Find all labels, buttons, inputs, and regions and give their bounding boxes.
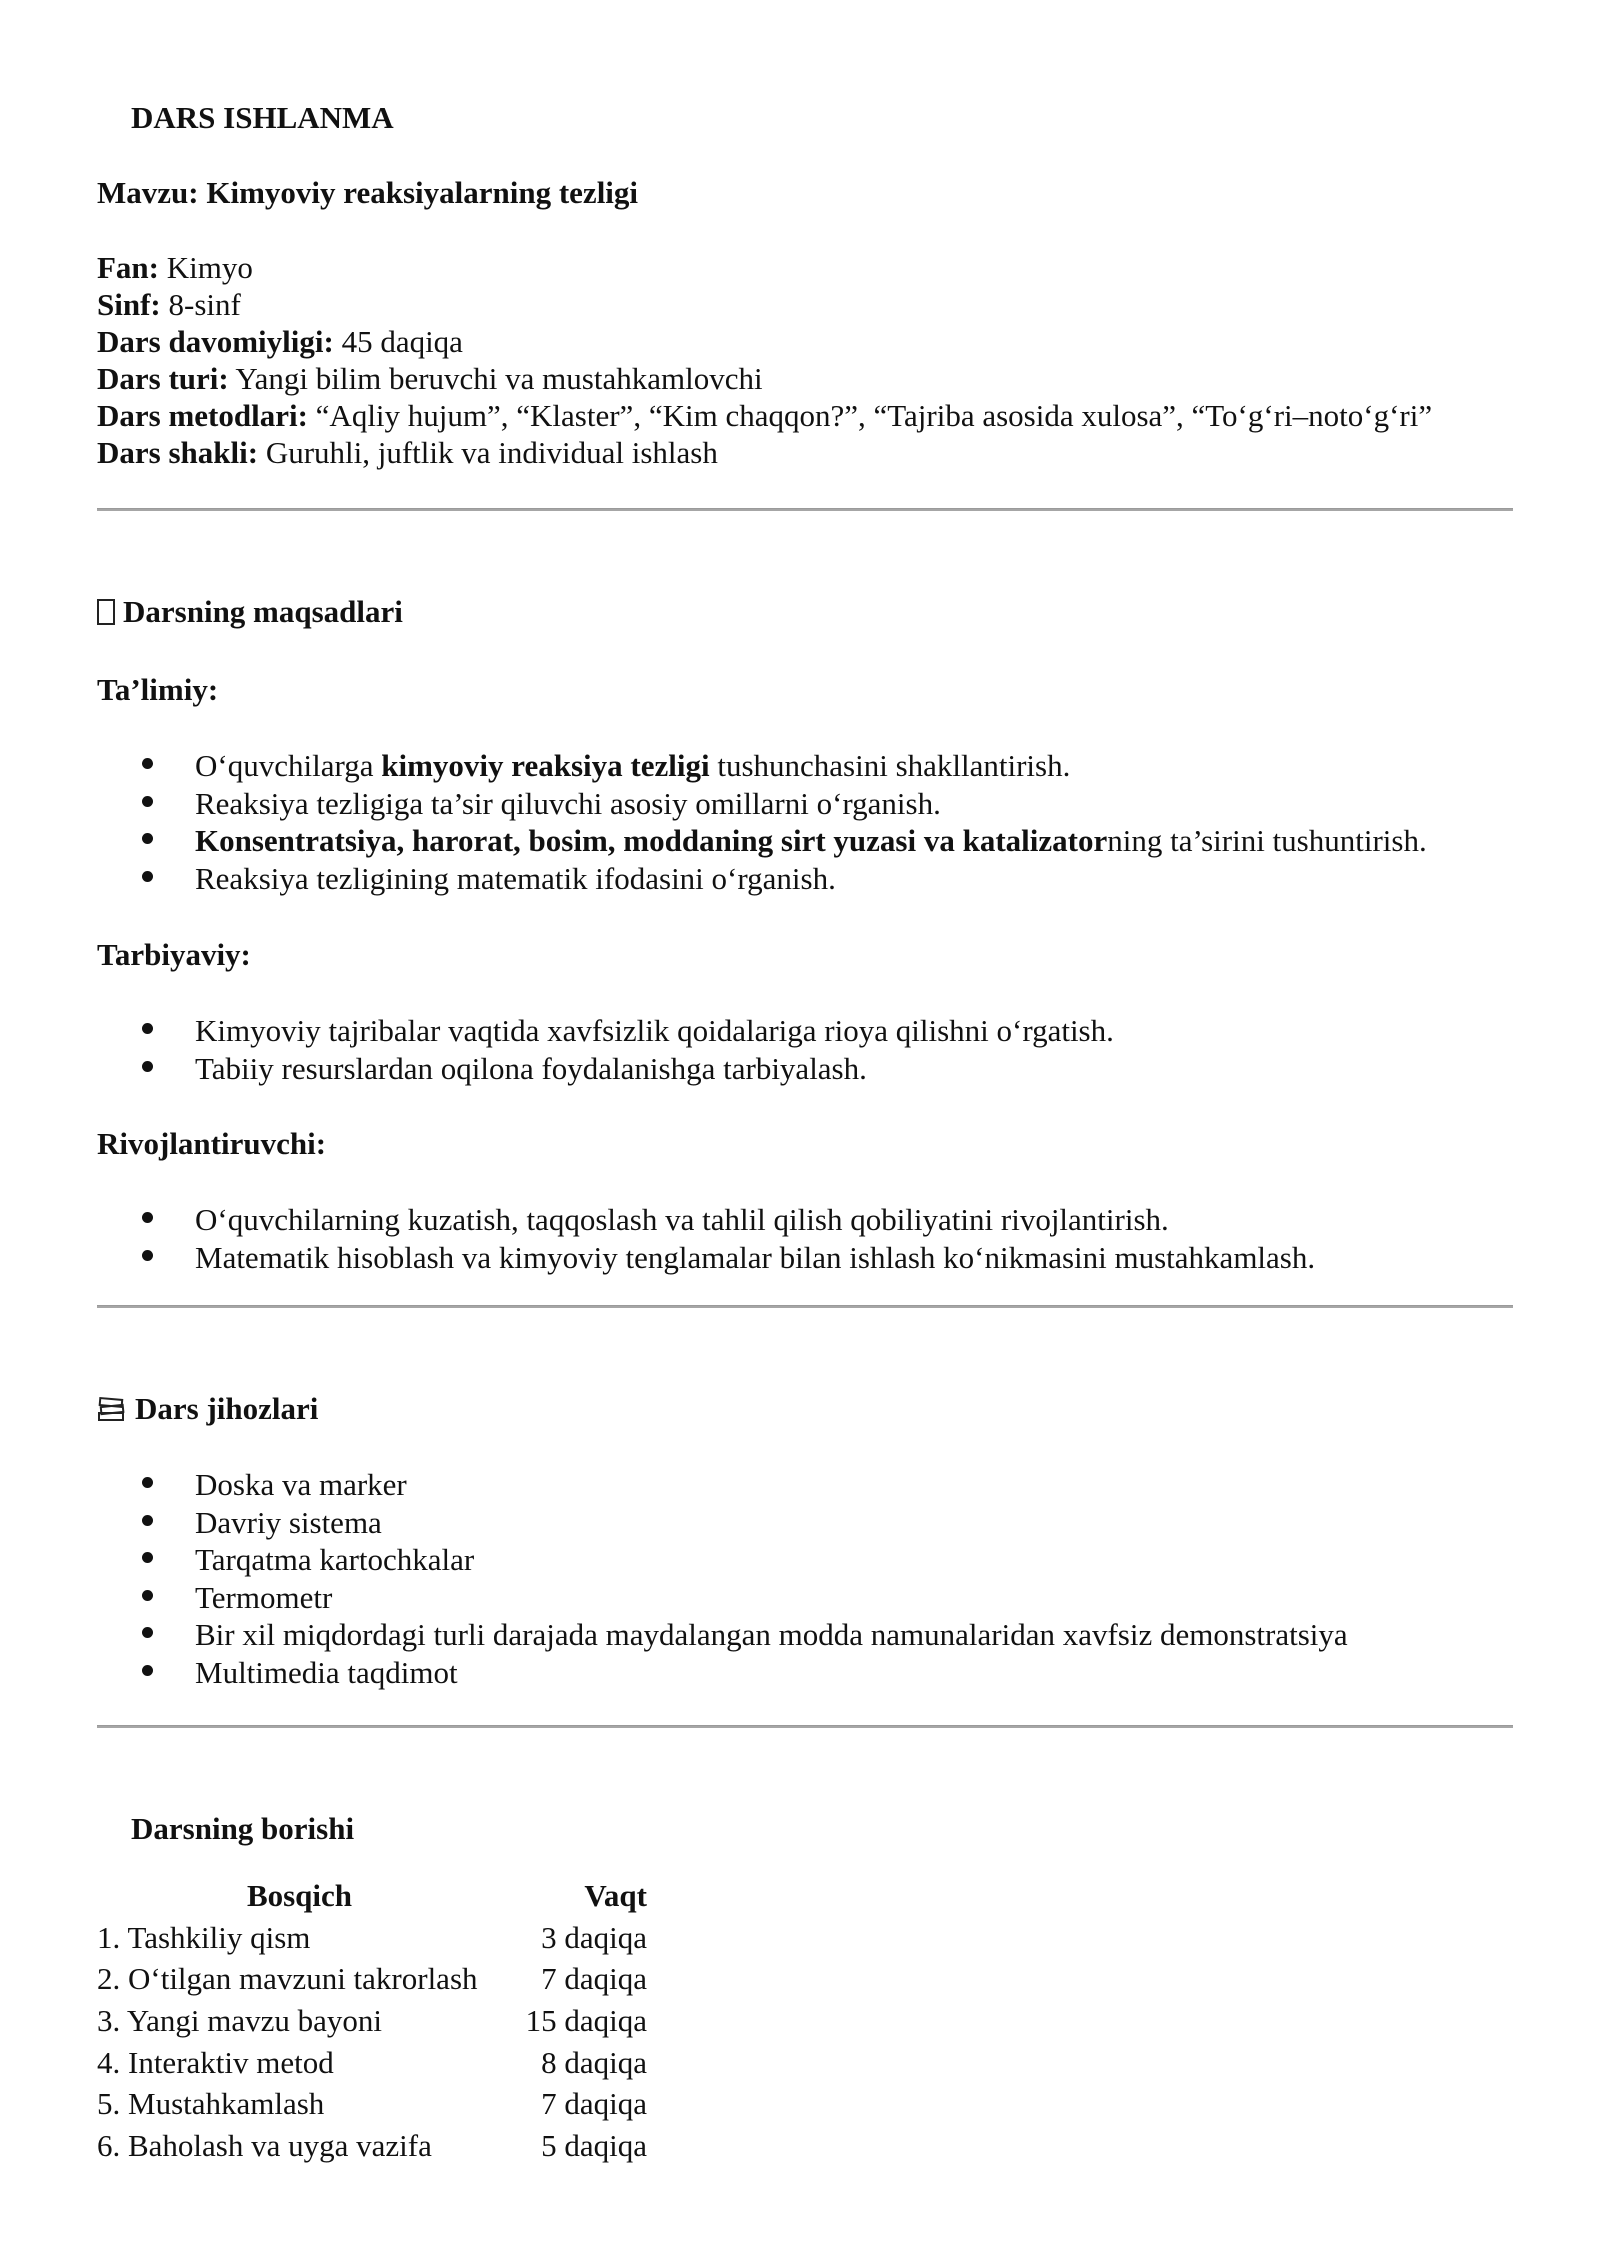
table-row <box>97 2088 647 2130</box>
column-header-stage: Bosqich <box>246 1878 353 1913</box>
item-text: Tarqatma kartochkalar <box>195 1542 475 1577</box>
meta-form <box>97 437 718 468</box>
topic-label: Mavzu: <box>97 175 199 210</box>
item-bold-text: kimyoviy reaksiya tezligi <box>381 748 710 783</box>
bullet-dot <box>142 833 153 844</box>
table-row <box>97 2047 647 2089</box>
item-text: Reaksiya tezligiga ta’sir qiluvchi asosiy omillarni o‘rganish. <box>195 785 941 821</box>
item-text: Tabiiy resurslardan oqilona foydalanishga tarbiyalash. <box>195 1050 867 1086</box>
table-row <box>97 2130 647 2172</box>
table-row <box>97 1963 647 2005</box>
stage-cell: 6. Baholash va uyga vazifa <box>97 2128 432 2164</box>
meta-label: Dars metodlari: <box>97 398 308 433</box>
missing-glyph-box-icon <box>97 599 115 625</box>
bullet-dot <box>142 1627 153 1638</box>
meta-value: Yangi bilim beruvchi va mustahkamlovchi <box>235 361 763 396</box>
horizontal-divider <box>97 1305 1513 1308</box>
talimiy-heading: Ta’limiy: <box>97 672 219 707</box>
meta-label: Fan: <box>97 250 159 285</box>
bullet-dot <box>142 1061 153 1072</box>
books-icon <box>97 1395 127 1428</box>
time-cell: 8 daqiqa <box>541 2044 647 2080</box>
meta-label: Dars shakli: <box>97 435 259 470</box>
rivojlantiruvchi-heading: Rivojlantiruvchi: <box>97 1126 327 1161</box>
table-row <box>97 2005 647 2047</box>
horizontal-divider <box>97 1725 1513 1728</box>
topic-value: Kimyoviy reaksiyalarning tezligi <box>206 175 639 210</box>
bullet-dot <box>142 758 153 769</box>
bullet-dot <box>142 1212 153 1223</box>
item-text: ning ta’sirini tushuntirish. <box>1107 823 1427 858</box>
time-cell: 7 daqiqa <box>541 2086 647 2122</box>
document-title: DARS ISHLANMA <box>131 100 394 135</box>
bullet-dot <box>142 1515 153 1526</box>
stage-cell: 1. Tashkiliy qism <box>97 1919 311 1955</box>
item-text: Reaksiya tezligining matematik ifodasini o‘rganish. <box>195 860 836 896</box>
meta-lesson-type <box>97 363 763 394</box>
item-text: Davriy sistema <box>195 1504 382 1540</box>
table-header-row <box>97 1880 647 1922</box>
bullet-dot <box>142 1665 153 1676</box>
meta-methods <box>97 400 1432 431</box>
time-cell: 5 daqiqa <box>541 2128 647 2164</box>
stage-cell: 4. Interaktiv metod <box>97 2044 334 2080</box>
meta-value: Kimyo <box>166 250 253 285</box>
item-text: Bir xil miqdordagi turli darajada maydalangan modda namunalaridan xavfsiz demonstratsiya <box>195 1617 1348 1652</box>
item-text: Multimedia taqdimot <box>195 1654 458 1690</box>
stage-cell: 3. Yangi mavzu bayoni <box>97 2003 383 2039</box>
meta-duration <box>97 326 463 357</box>
item-bold-text: Konsentratsiya, harorat, bosim, moddaning sirt yuzasi va katalizator <box>195 823 1108 858</box>
bullet-dot <box>142 871 153 882</box>
table-row <box>97 1922 647 1964</box>
goals-heading-text: Darsning maqsadlari <box>123 594 403 629</box>
meta-label: Dars turi: <box>97 361 229 396</box>
topic-line <box>97 177 638 208</box>
meta-label: Dars davomiyligi: <box>97 324 334 359</box>
lesson-steps-table <box>97 1880 647 2172</box>
goals-heading <box>97 596 403 627</box>
meta-value: “Aqliy hujum”, “Klaster”, “Kim chaqqon?”, “Tajriba asosida xulosa”, “To‘g‘ri–noto‘g‘ri” <box>315 398 1433 433</box>
meta-subject <box>97 252 253 283</box>
meta-value: 8-sinf <box>168 287 241 322</box>
time-cell: 3 daqiqa <box>541 1919 647 1955</box>
bullet-dot <box>142 1552 153 1563</box>
item-text: Termometr <box>195 1579 333 1615</box>
bullet-dot <box>142 1250 153 1261</box>
equipment-heading <box>97 1393 318 1428</box>
column-header-time: Vaqt <box>584 1878 647 1913</box>
bullet-dot <box>142 1590 153 1601</box>
meta-grade <box>97 289 241 320</box>
item-text: tushunchasini shakllantirish. <box>709 748 1071 783</box>
equipment-heading-text: Dars jihozlari <box>135 1391 319 1426</box>
item-text: Kimyoviy tajribalar vaqtida xavfsizlik qoidalariga rioya qilishni o‘rgatish. <box>195 1013 1114 1048</box>
progress-heading: Darsning borishi <box>131 1811 355 1846</box>
item-text: Matematik hisoblash va kimyoviy tenglamalar bilan ishlash ko‘nikmasini mustahkamlash. <box>195 1239 1316 1275</box>
item-text: O‘quvchilarga <box>195 748 382 783</box>
bullet-dot <box>142 796 153 807</box>
stage-cell: 5. Mustahkamlash <box>97 2086 325 2122</box>
horizontal-divider <box>97 508 1513 511</box>
time-cell: 15 daqiqa <box>525 2003 647 2039</box>
tarbiyaviy-heading: Tarbiyaviy: <box>97 937 251 972</box>
meta-value: Guruhli, juftlik va individual ishlash <box>265 435 718 470</box>
meta-value: 45 daqiqa <box>341 324 463 359</box>
item-text: O‘quvchilarning kuzatish, taqqoslash va tahlil qilish qobiliyatini rivojlantirish. <box>195 1202 1169 1237</box>
time-cell: 7 daqiqa <box>541 1961 647 1997</box>
bullet-dot <box>142 1477 153 1488</box>
stage-cell: 2. O‘tilgan mavzuni takrorlash <box>97 1961 478 1997</box>
item-text: Doska va marker <box>195 1467 407 1502</box>
bullet-dot <box>142 1023 153 1034</box>
meta-label: Sinf: <box>97 287 161 322</box>
